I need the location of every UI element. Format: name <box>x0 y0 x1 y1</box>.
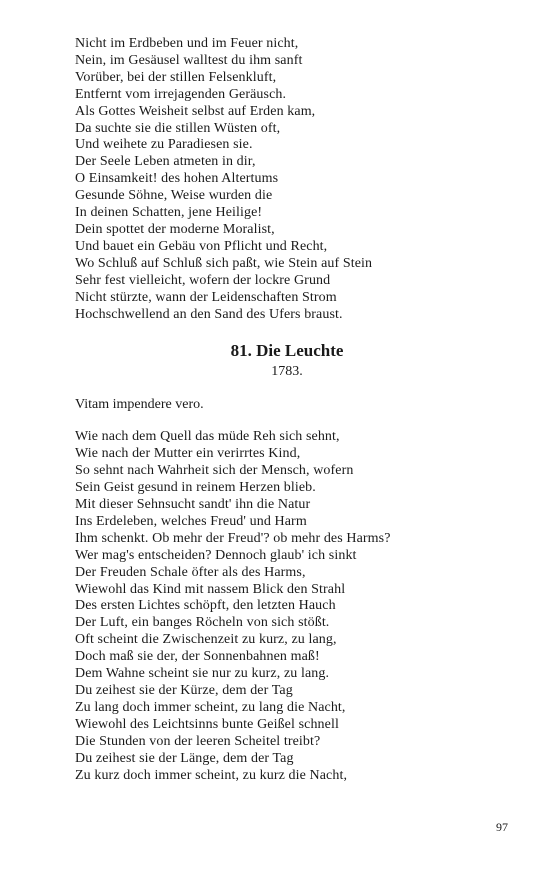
poem-line: Dein spottet der moderne Moralist, <box>75 221 275 237</box>
poem-line: Die Stunden von der leeren Scheitel treibt? <box>75 733 321 749</box>
poem-line: Mit dieser Sehnsucht sandt' ihn die Natur <box>75 497 311 513</box>
poem-line: Vorüber, bei der stillen Felsenkluft, <box>75 69 277 85</box>
poem-line: Nicht stürzte, wann der Leidenschaften Strom <box>75 289 337 305</box>
poem-line: In deinen Schatten, jene Heilige! <box>75 205 263 221</box>
section-heading: 81. Die Leuchte <box>230 341 344 361</box>
poem-line: Der Seele Leben atmeten in dir, <box>75 154 256 170</box>
poem-line: Der Luft, ein banges Röcheln von sich stößt. <box>75 615 330 631</box>
poem-line: Wie nach dem Quell das müde Reh sich sehnt, <box>75 429 340 445</box>
poem-line: O Einsamkeit! des hohen Altertums <box>75 171 279 187</box>
poem-line: Zu lang doch immer scheint, zu lang die Nacht, <box>75 699 346 715</box>
page-number: 97 <box>496 820 508 834</box>
poem-line: Wiewohl das Kind mit nassem Blick den Strahl <box>75 581 346 597</box>
poem-line: Sehr fest vielleicht, wofern der lockre Grund <box>75 272 331 288</box>
poem-line: Zu kurz doch immer scheint, zu kurz die Nacht, <box>75 767 348 783</box>
poem-line: Hochschwellend an den Sand des Ufers braust. <box>75 306 343 322</box>
poem-line: Dem Wahne scheint sie nur zu kurz, zu lang. <box>75 666 330 682</box>
poem-line: Nicht im Erdbeben und im Feuer nicht, <box>75 36 299 51</box>
poem-line: Nein, im Gesäusel walltest du ihm sanft <box>75 52 303 68</box>
poem-line: Gesunde Söhne, Weise wurden die <box>75 188 273 204</box>
poem-line: Entfernt vom irrejagenden Geräusch. <box>75 86 287 102</box>
poem-line: Wo Schluß auf Schluß sich paßt, wie Stein auf Stein <box>75 255 373 271</box>
poem-line: Der Freuden Schale öfter als des Harms, <box>75 564 306 580</box>
poem-line: Als Gottes Weisheit selbst auf Erden kam, <box>75 103 316 119</box>
poem-line: Du zeihest sie der Kürze, dem der Tag <box>75 683 293 698</box>
poem-line: So sehnt nach Wahrheit sich der Mensch, wofern <box>75 463 354 479</box>
poem-line: Sein Geist gesund in reinem Herzen blieb. <box>75 480 316 496</box>
poem-line: Und bauet ein Gebäu von Pflicht und Recht, <box>75 238 328 254</box>
poem-line: Ins Erdeleben, welches Freud' und Harm <box>75 513 307 529</box>
page-content <box>75 36 475 784</box>
poem-line: Des ersten Lichtes schöpft, den letzten Hauch <box>75 598 336 614</box>
poem-line: Wer mag's entscheiden? Dennoch glaub' ich sinkt <box>75 547 357 563</box>
poem-line: Wie nach der Mutter ein verirrtes Kind, <box>75 446 301 462</box>
poem-bottom-stanza <box>75 429 475 784</box>
poem-line: Und weihete zu Paradiesen sie. <box>75 137 253 153</box>
poem-line: Wiewohl des Leichtsinns bunte Geißel schnell <box>75 716 339 732</box>
poem-line: Da suchte sie die stillen Wüsten oft, <box>75 120 281 136</box>
poem-top-stanza <box>75 36 475 323</box>
section-year: 1783. <box>271 364 303 380</box>
section-motto: Vitam impendere vero. <box>75 397 204 413</box>
poem-line: Oft scheint die Zwischenzeit zu kurz, zu lang, <box>75 632 337 648</box>
poem-line: Du zeihest sie der Länge, dem der Tag <box>75 750 294 766</box>
poem-line: Doch maß sie der, der Sonnenbahnen maß! <box>75 649 320 665</box>
poem-line: Ihm schenkt. Ob mehr der Freud'? ob mehr des Harms? <box>75 530 391 546</box>
